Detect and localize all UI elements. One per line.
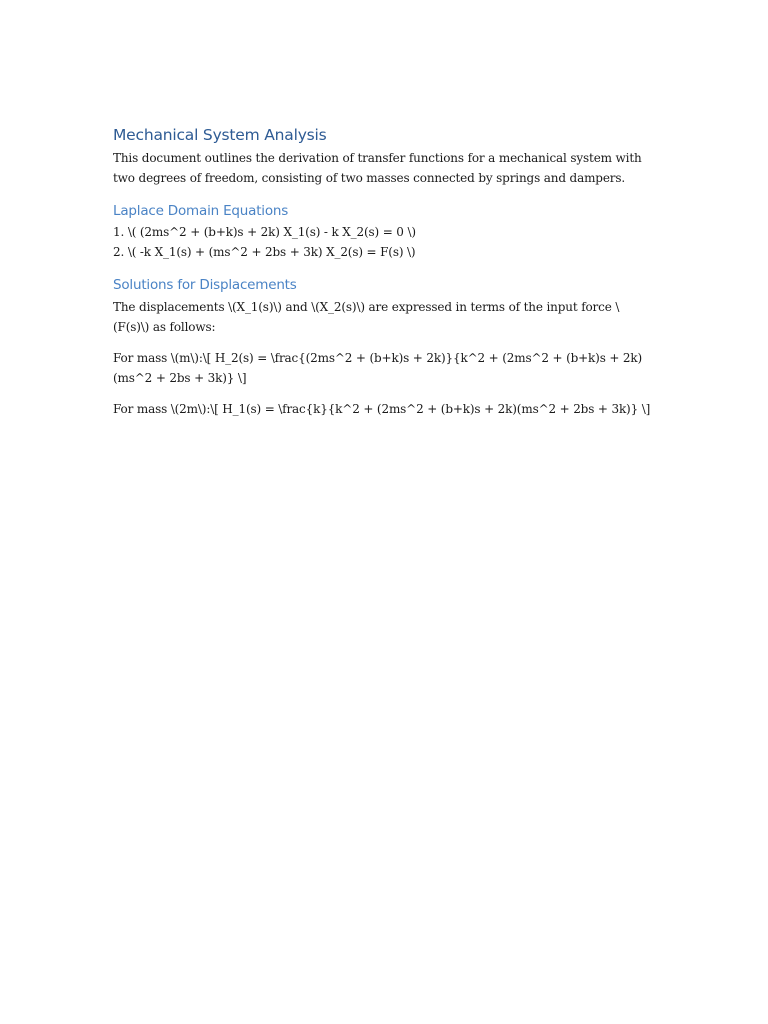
mass-2m-paragraph bbox=[113, 400, 651, 420]
displacements-paragraph bbox=[113, 298, 643, 337]
solutions-heading: Solutions for Displacements bbox=[113, 277, 297, 293]
intro-paragraph bbox=[113, 149, 643, 188]
equation-item: 2. \( -k X_1(s) + (ms^2 + 2bs + 3k) X_2(s) = F(s) \) bbox=[113, 244, 416, 259]
document-title: Mechanical System Analysis bbox=[113, 126, 327, 144]
intro-line: This document outlines the derivation of transfer functions for a mechanical system with bbox=[113, 151, 642, 165]
displacements-line: (F(s)\) as follows: bbox=[113, 319, 216, 334]
displacements-line: The displacements \(X_1(s)\) and \(X_2(s)\) are expressed in terms of the input force \ bbox=[113, 300, 620, 314]
equation-item: 1. \( (2ms^2 + (b+k)s + 2k) X_1(s) - k X_2(s) = 0 \) bbox=[113, 225, 416, 239]
mass-m-line: (ms^2 + 2bs + 3k)} \] bbox=[113, 370, 247, 385]
equation-list bbox=[113, 223, 643, 262]
mass-2m-line: For mass \(2m\):\[ H_1(s) = \frac{k}{k^2 + (2ms^2 + (b+k)s + 2k)(ms^2 + 2bs + 3k)} \] bbox=[113, 402, 651, 416]
mass-m-paragraph bbox=[113, 349, 643, 388]
intro-line: two degrees of freedom, consisting of two masses connected by springs and dampers. bbox=[113, 170, 626, 185]
mass-m-line: For mass \(m\):\[ H_2(s) = \frac{(2ms^2 + (b+k)s + 2k)}{k^2 + (2ms^2 + (b+k)s + 2k) bbox=[113, 351, 643, 365]
laplace-heading: Laplace Domain Equations bbox=[113, 203, 289, 219]
document-body bbox=[113, 124, 651, 420]
